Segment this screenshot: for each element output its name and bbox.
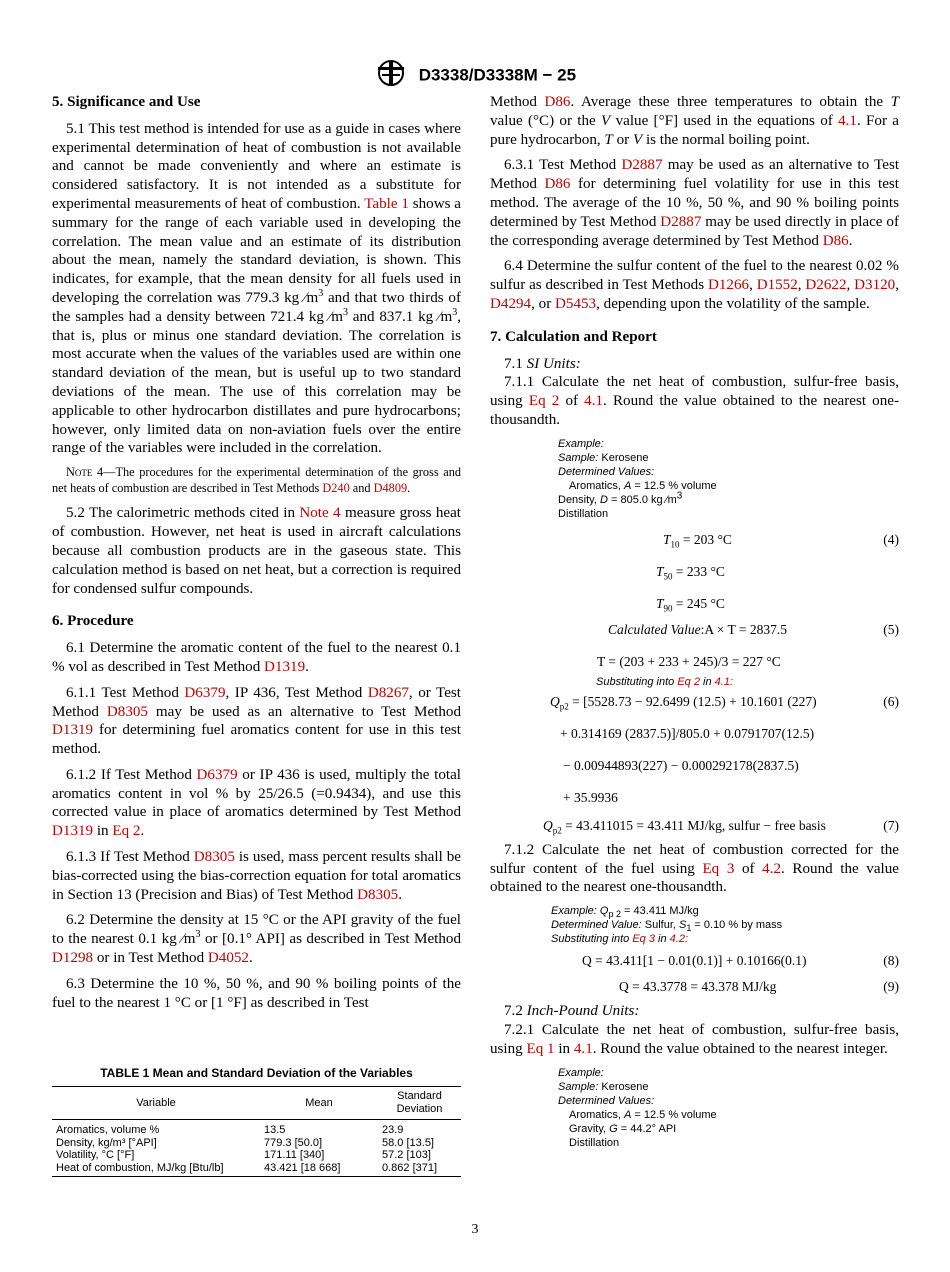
d8305-link[interactable]: D8305 [193, 849, 235, 866]
d86-link[interactable]: D86 [544, 94, 571, 110]
example-block-inch-pound: Example: Sample: Kerosene Determined Values: Aromatics, A = 12.5 % volume Gravity, G = 44.2° API Distillation [558, 1066, 717, 1149]
section-5-title: 5. Significance and Use [52, 94, 201, 110]
para-7-2: 7.2 Inch-Pound Units: [504, 1003, 640, 1020]
d6379-link[interactable]: D6379 [184, 684, 226, 701]
d2622-link[interactable]: D2622 [805, 277, 847, 294]
d4294-link[interactable]: D4294 [490, 295, 532, 312]
table-row: Volatility, °C [°F] 171.11 [340] 57.2 [103] [56, 1149, 431, 1161]
table-header: Mean [260, 1087, 378, 1120]
equation-6: $Q_{p2} = [5528.73 - 92.6499$ (12.5) + 10.1601 (227) (6) [550, 693, 899, 712]
example-block-sulfur: Example: $Q_{p 2} = 43.411$ MJ/kg Determined Value: Sulfur, $S_1 = 0.10$ % by mass Substituting into Eq 3 in 4.2: [551, 905, 783, 946]
para-7-1: 7.1 SI Units: [504, 355, 581, 372]
para-6-3-1: 6.3.1 Test Method D2887 may be used as an alternative to Test Method D86 for determining fuel volatility for use in this test method. The average of the 10 %, 50 %, and 90 % boiling points determined by Test Method D2887 may be used directly in place of the corresponding average determined by Test Method D86. [490, 157, 900, 249]
equation-t50: $T_{50} = 233$ °C [656, 563, 725, 582]
d1319-link[interactable]: D1319 [52, 722, 94, 739]
para-6-2: 6.2 Determine the density at 15 °C or the API gravity of the fuel to the nearest 0.1 kg $⁄m^3$ or [0.1° API] as described in Test Method D1298 or in Test Method D4052. [52, 912, 461, 967]
d8267-link[interactable]: D8267 [367, 684, 409, 701]
para-5-1: 5.1 This test method is intended for use as a guide in cases where experimental determination of heat of combustion is not available and cannot be made conveniently and where an estimate is considered satisfactory. It is not intended as a substitute for experimental measurements of heat of combustion. Table 1 shows a summary for the range of each variable used in developing the correlation. The mean value and an estimate of its distribution about the mean, namely the standard deviation, is shown. This indicates, for example, that the mean density for all fuels used in developing the correlation was 779.3 kg $⁄m^3$ and that two thirds of the samples had a density between 721.4 kg $⁄m^3$ and 837.1 kg $⁄m^3$, that is, plus or minus one standard deviation. The correlation is most accurate when the values of the variables used are within one standard deviation of the mean, but is useful up to two standard deviations of the mean. The use of this correlation may be applicable to other hydrocarbon distillates and pure hydrocarbons; however, only limited data on non-aviation fuels over the entire range of the variables were included in the correlation. [52, 120, 462, 457]
eq-3-link[interactable]: Eq 3 [632, 933, 655, 946]
equation-6-line-2: + 0.314169 (2837.5)]/805.0 + 0.0791707(12.5) [560, 725, 815, 741]
equation-7: $Q_{p2} = 43.411015 = 43.411$ MJ/kg, sulfur − free basis (7) [543, 817, 899, 836]
d2887-link[interactable]: D2887 [660, 213, 702, 230]
section-4-2-link[interactable]: 4.2: [669, 933, 689, 946]
table-1 [52, 1086, 461, 1177]
para-6-1-3: 6.1.3 If Test Method D8305 is used, mass percent results shall be bias-corrected using the bias-correction equation for total aromatics in Section 13 (Precision and Bias) of Test Method D8305. [52, 849, 461, 903]
eq-2-link[interactable]: Eq 2 [528, 393, 560, 410]
table-row: Density, kg/m³ [°API] 779.3 [50.0] 58.0 [13.5] [56, 1136, 434, 1149]
example-block-si: Example: Sample: Kerosene Determined Values: Aromatics, A = 12.5 % volume Density, D = 805.0 kg $⁄m^3$ Distillation [558, 437, 717, 520]
d4052-link[interactable]: D4052 [207, 950, 249, 967]
para-6-1-1: 6.1.1 Test Method D6379, IP 436, Test Method D8267, or Test Method D8305 may be used as an alternative to Test Method D1319 for determining fuel aromatics content for use in this test method. [52, 684, 461, 758]
d1266-link[interactable]: D1266 [707, 277, 750, 294]
para-5-2: 5.2 The calorimetric methods cited in Note 4 measure gross heat of combustion. However, net heat is used in aircraft calculations because all combustion products are in the gaseous state. This calculation method is based on net heat, but a correction is required for condensed sulfur compounds. [52, 505, 461, 597]
para-6-3: 6.3 Determine the 10 %, 50 %, and 90 % boiling points of the fuel to the nearest 1 °C or [1 °F] as described in Test [52, 975, 461, 1011]
d2887-link[interactable]: D2887 [621, 157, 663, 174]
astm-logo-icon [374, 58, 408, 93]
section-4-1-link[interactable]: 4.1 [838, 112, 857, 129]
d86-link[interactable]: D86 [544, 176, 571, 193]
standard-code: D3338/D3338M − 25 [418, 65, 577, 85]
eq-2-link[interactable]: Eq 2 [677, 675, 700, 688]
equation-5: Calculated Value:A × T = 2837.5 (5) [608, 621, 899, 637]
para-6-1-2: 6.1.2 If Test Method D6379 or IP 436 is used, multiply the total aromatics content in vol % by 25/26.5 (=0.9434), and use this corrected value in place of aromatics determined by Test Method D1319 in Eq 2. [52, 766, 461, 840]
table-1-link[interactable]: Table 1 [364, 195, 409, 212]
equation-9: Q = 43.3778 = 43.378 MJ/kg (9) [619, 979, 899, 995]
d5453-link[interactable]: D5453 [555, 295, 597, 312]
table-row: Aromatics, volume % 13.5 23.9 [56, 1124, 404, 1136]
equation-6-line-4: + 35.9936 [563, 789, 618, 805]
d8305-link[interactable]: D8305 [357, 886, 399, 903]
table-header: Variable [52, 1087, 260, 1120]
para-7-1-1: 7.1.1 Calculate the net heat of combustion, sulfur-free basis, using Eq 2 of 4.1. Round the value obtained to the nearest one-thousandth. [490, 374, 900, 428]
eq-2-link[interactable]: Eq 2 [112, 823, 141, 840]
para-6-3-cont: Method D86. Average these three temperatures to obtain the T value (°C) or the V value [°F] used in the equations of 4.1. For a pure hydrocarbon, T or V is the normal boiling point. [490, 94, 900, 148]
eq-1-link[interactable]: Eq 1 [526, 1040, 555, 1057]
para-7-2-1: 7.2.1 Calculate the net heat of combustion, sulfur-free basis, using Eq 1 in 4.1. Round the value obtained to the nearest integer. [490, 1021, 899, 1057]
equation-6-line-3: − 0.00944893(227) − 0.000292178(2837.5) [563, 757, 799, 773]
section-4-2-link[interactable]: 4.2 [762, 860, 782, 877]
equation-4: $T_{10} = 203$ °C (4) [663, 531, 899, 550]
d240-link[interactable]: D240 [322, 480, 350, 495]
right-column [490, 93, 899, 1150]
table-1-caption: TABLE 1 Mean and Standard Deviation of the Variables [100, 1066, 413, 1080]
d1319-link[interactable]: D1319 [52, 823, 94, 840]
table-header: Standard Deviation [378, 1087, 461, 1120]
equation-8: Q = 43.411[1 − 0.01(0.1)] + 0.10166(0.1) (8) [582, 953, 899, 969]
para-6-1: 6.1 Determine the aromatic content of the fuel to the nearest 0.1 % vol as described in Test Method D1319. [52, 640, 461, 675]
page-header [0, 58, 950, 93]
left-column [52, 93, 461, 1019]
eq-3-link[interactable]: Eq 3 [702, 860, 735, 877]
para-6-4: 6.4 Determine the sulfur content of the fuel to the nearest 0.02 % sulfur as described in Test Methods D1266, D1552, D2622, D3120, D4294, or D5453, depending upon the volatility of the sample. [490, 258, 899, 312]
para-7-1-2: 7.1.2 Calculate the net heat of combustion corrected for the sulfur content of the fuel using Eq 3 of 4.2. Round the value obtained to the nearest one-thousandth. [490, 841, 899, 896]
section-6-title: 6. Procedure [52, 613, 134, 630]
d1298-link[interactable]: D1298 [52, 950, 94, 967]
d4809-link[interactable]: D4809 [373, 480, 408, 495]
d8305-link[interactable]: D8305 [106, 703, 148, 720]
d1319-link[interactable]: D1319 [264, 658, 306, 675]
section-4-1-link[interactable]: 4.1 [584, 393, 604, 410]
table-row: Heat of combustion, MJ/kg [Btu/lb] 43.421 [18 668] 0.862 [371] [52, 1162, 461, 1177]
section-4-1-link[interactable]: 4.1: [714, 675, 734, 688]
d1552-link[interactable]: D1552 [756, 277, 798, 294]
d86-link[interactable]: D86 [822, 232, 849, 249]
equation-t90: $T_{90} = 245$ °C [656, 595, 725, 614]
note-4: Note 4—The procedures for the experimental determination of the gross and net heats of combustion are described in Test Methods D240 and D4809. [52, 465, 461, 495]
equation-tavg: T = (203 + 233 + 245)/3 = 227 °C [597, 653, 781, 669]
note-4-link[interactable]: Note 4 [299, 505, 341, 522]
d3120-link[interactable]: D3120 [854, 277, 896, 294]
page-number: 3 [471, 1222, 479, 1237]
d6379-link[interactable]: D6379 [196, 766, 238, 783]
section-7-title: 7. Calculation and Report [490, 328, 657, 345]
substitution-note: Substituting into Eq 2 in 4.1: [596, 675, 734, 688]
section-4-1-link[interactable]: 4.1 [573, 1040, 593, 1057]
